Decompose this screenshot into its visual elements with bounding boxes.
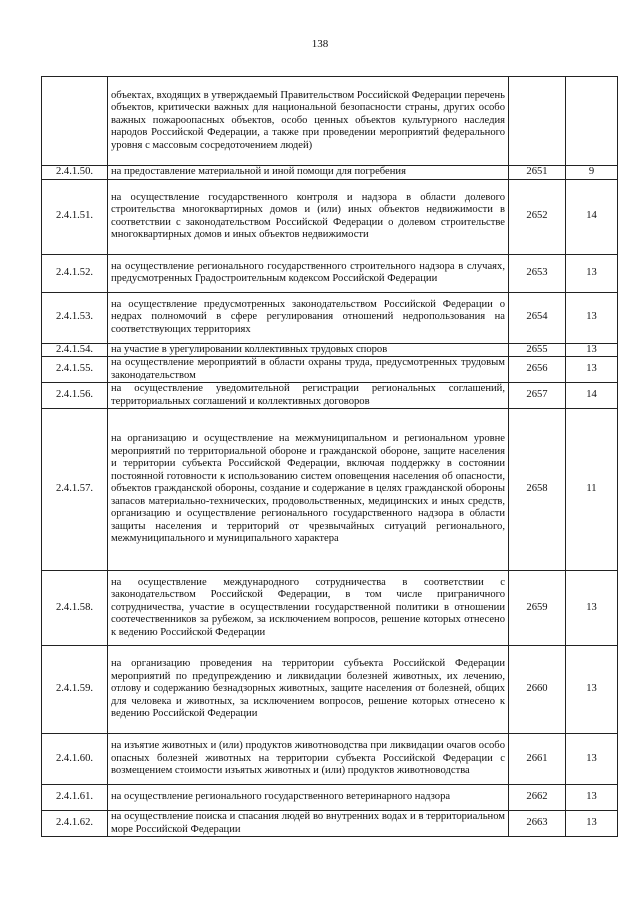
row-value <box>566 77 618 166</box>
table-row <box>42 785 618 811</box>
table-row <box>42 179 618 254</box>
row-description: на изъятие животных и (или) продуктов животноводства при ликвидации очагов особо опасных болезней животных на территории субъекта Российской Федерации с возмещением стоимости изъятых животных и (или) продуктов животноводства <box>108 734 509 785</box>
table-row <box>42 77 618 166</box>
row-code: 2.4.1.51. <box>42 179 108 254</box>
table-row <box>42 734 618 785</box>
row-value: 13 <box>566 571 618 646</box>
row-number: 2656 <box>509 357 566 383</box>
row-description: на организацию проведения на территории субъекта Российской Федерации мероприятий по предупреждению и ликвидации болезней животных, их лечению, отлову и содержанию безнадзорных животных, защите населения от болезней, общих для человека и животных, за исключением вопросов, решение которых отнесено к ведению Российской Федерации <box>108 646 509 734</box>
row-description: на осуществление государственного контроля и надзора в области долевого строительства многоквартирных домов и (или) иных объектов недвижимости в соответствии с законодательством Российской Федерации о долевом строительстве многоквартирных домов и иных объектов недвижимости <box>108 179 509 254</box>
row-value: 14 <box>566 383 618 409</box>
table-row <box>42 357 618 383</box>
row-description: на осуществление поиска и спасания людей во внутренних водах и в территориальном море Российской Федерации <box>108 811 509 837</box>
table-row <box>42 343 618 357</box>
row-code: 2.4.1.50. <box>42 166 108 180</box>
row-description: на предоставление материальной и иной помощи для погребения <box>108 166 509 180</box>
row-code: 2.4.1.52. <box>42 254 108 292</box>
row-value: 13 <box>566 292 618 343</box>
row-code: 2.4.1.53. <box>42 292 108 343</box>
row-number: 2658 <box>509 409 566 571</box>
row-code: 2.4.1.58. <box>42 571 108 646</box>
row-code: 2.4.1.57. <box>42 409 108 571</box>
row-code: 2.4.1.60. <box>42 734 108 785</box>
row-description: на участие в урегулировании коллективных трудовых споров <box>108 343 509 357</box>
row-number: 2663 <box>509 811 566 837</box>
table-row <box>42 409 618 571</box>
expenditure-table <box>41 76 618 837</box>
row-code: 2.4.1.55. <box>42 357 108 383</box>
row-value: 13 <box>566 734 618 785</box>
table-row <box>42 571 618 646</box>
row-value: 13 <box>566 357 618 383</box>
row-number: 2662 <box>509 785 566 811</box>
page-number: 138 <box>311 38 329 50</box>
row-code: 2.4.1.56. <box>42 383 108 409</box>
table-row <box>42 166 618 180</box>
row-description: на осуществление предусмотренных законодательством Российской Федерации о недрах полномочий в сфере регулирования отношений недропользования на соответствующих территориях <box>108 292 509 343</box>
row-number: 2660 <box>509 646 566 734</box>
table-row <box>42 383 618 409</box>
row-value: 13 <box>566 785 618 811</box>
row-number <box>509 77 566 166</box>
table-row <box>42 646 618 734</box>
row-code: 2.4.1.59. <box>42 646 108 734</box>
row-number: 2654 <box>509 292 566 343</box>
row-number: 2661 <box>509 734 566 785</box>
row-code: 2.4.1.54. <box>42 343 108 357</box>
row-value: 13 <box>566 254 618 292</box>
row-value: 13 <box>566 811 618 837</box>
row-description: на осуществление международного сотрудничества в соответствии с законодательством Российской Федерации, в том числе приграничного сотрудничества, участие в осуществлении государственной политики в отношении соотечественников за рубежом, за исключением вопросов, решение которых отнесено к ведению Российской Федерации <box>108 571 509 646</box>
row-number: 2655 <box>509 343 566 357</box>
row-description: на осуществление мероприятий в области охраны труда, предусмотренных трудовым законодательством <box>108 357 509 383</box>
row-value: 14 <box>566 179 618 254</box>
row-value: 11 <box>566 409 618 571</box>
row-number: 2653 <box>509 254 566 292</box>
row-number: 2651 <box>509 166 566 180</box>
row-number: 2659 <box>509 571 566 646</box>
row-code: 2.4.1.62. <box>42 811 108 837</box>
table-row <box>42 292 618 343</box>
row-description: объектах, входящих в утверждаемый Правительством Российской Федерации перечень объектов, критически важных для национальной безопасности страны, других особо важных пожароопасных объектов, особо ценных объектов культурного наследия народов Российской Федерации, а также при проведении мероприятий федерального уровня с массовым сосредоточением людей) <box>108 77 509 166</box>
table-row <box>42 254 618 292</box>
row-description: на осуществление регионального государственного ветеринарного надзора <box>108 785 509 811</box>
table-row <box>42 811 618 837</box>
row-code <box>42 77 108 166</box>
row-description: на организацию и осуществление на межмуниципальном и региональном уровне мероприятий по территориальной обороне и гражданской обороне, защите населения и территории субъекта Российской Федерации, включая поддержку в состоянии постоянной готовности к использованию систем оповещения населения об опасности, объектов гражданской обороны, создание и содержание в целях гражданской обороны запасов материально-технических, продовольственных, медицинских и иных средств, организацию и осуществление регионального государственного надзора в области защиты населения и территорий от чрезвычайных ситуаций регионального, межмуниципального и муниципального характера <box>108 409 509 571</box>
row-number: 2657 <box>509 383 566 409</box>
row-code: 2.4.1.61. <box>42 785 108 811</box>
row-description: на осуществление уведомительной регистрации региональных соглашений, территориальных соглашений и коллективных договоров <box>108 383 509 409</box>
row-description: на осуществление регионального государственного строительного надзора в случаях, предусмотренных Градостроительным кодексом Российской Федерации <box>108 254 509 292</box>
row-value: 9 <box>566 166 618 180</box>
row-value: 13 <box>566 343 618 357</box>
row-value: 13 <box>566 646 618 734</box>
row-number: 2652 <box>509 179 566 254</box>
